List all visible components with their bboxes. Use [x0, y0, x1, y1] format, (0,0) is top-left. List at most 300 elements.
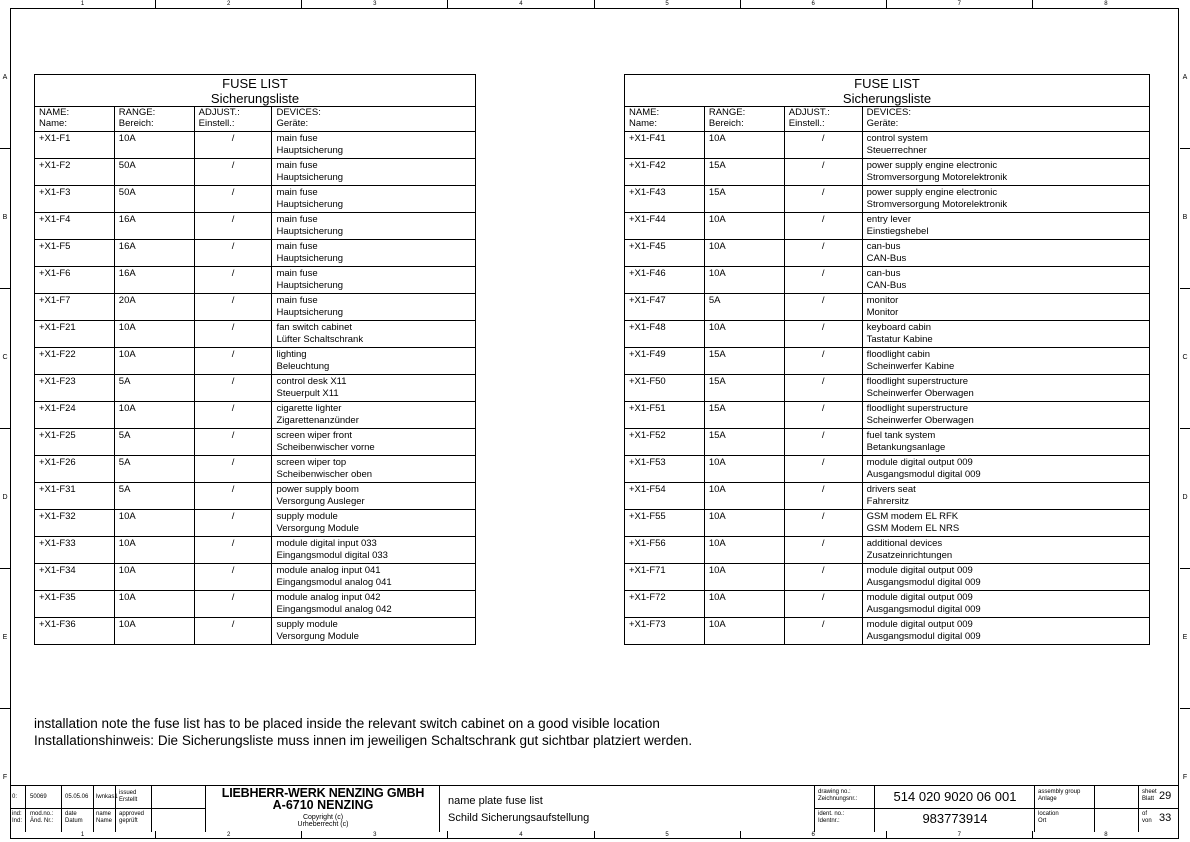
fuse-devices-cell [862, 537, 1149, 564]
device-en: can-bus [866, 268, 901, 279]
device-de: Ausgangsmodul digital 009 [866, 631, 981, 642]
grid-column-label: 4 [448, 831, 594, 839]
fuse-adjust-cell: / [784, 618, 862, 645]
fuse-name-cell: +X1-F3 [35, 186, 115, 213]
fuse-adjust-cell: / [194, 483, 272, 510]
fuse-range-cell: 10A [704, 618, 784, 645]
modno-column: 50069 mod.no.: Änd. Nr.: [26, 786, 62, 832]
fuse-range-cell: 10A [704, 267, 784, 294]
fuse-range-cell: 15A [704, 429, 784, 456]
fuse-adjust-cell: / [784, 159, 862, 186]
table-row [625, 267, 1150, 294]
fuse-name-cell: +X1-F73 [625, 618, 705, 645]
device-de: Hauptsicherung [276, 280, 344, 291]
fuse-name-cell: +X1-F43 [625, 186, 705, 213]
grid-column-label: 2 [156, 0, 302, 8]
grid-row-label: C [1182, 354, 1188, 361]
grid-column-label: 7 [887, 0, 1033, 8]
grid-row-label: F [1182, 774, 1188, 781]
grid-row-divider [0, 708, 10, 709]
table-title-en: FUSE LIST [854, 76, 920, 91]
fuse-range-cell: 50A [114, 186, 194, 213]
table-row [625, 564, 1150, 591]
fuse-name-cell: +X1-F7 [35, 294, 115, 321]
fuse-name-cell: +X1-F44 [625, 213, 705, 240]
fuse-name-cell: +X1-F25 [35, 429, 115, 456]
fuse-devices-cell [272, 213, 476, 240]
fuse-adjust-cell: / [194, 186, 272, 213]
fuse-range-cell: 5A [114, 483, 194, 510]
grid-row-label: D [2, 494, 8, 501]
fuse-adjust-cell: / [194, 591, 272, 618]
device-de: Steuerrechner [866, 145, 927, 156]
fuse-range-cell: 10A [704, 321, 784, 348]
fuse-name-cell: +X1-F4 [35, 213, 115, 240]
fuse-name-cell: +X1-F52 [625, 429, 705, 456]
device-de: Beleuchtung [276, 361, 330, 372]
device-de: Zusatzeinrichtungen [866, 550, 953, 561]
device-en: control system [866, 133, 928, 144]
grid-column-label: 3 [302, 0, 448, 8]
fuse-range-cell: 15A [704, 186, 784, 213]
table-row [625, 321, 1150, 348]
rev-column: 0: ind: Ind: [10, 786, 26, 832]
fuse-name-cell: +X1-F55 [625, 510, 705, 537]
device-en: main fuse [276, 241, 318, 252]
grid-column-label: 2 [156, 831, 302, 839]
fuse-range-cell: 5A [704, 294, 784, 321]
table-row [35, 240, 476, 267]
fuse-name-cell: +X1-F33 [35, 537, 115, 564]
fuse-devices-cell [272, 294, 476, 321]
grid-row-label: D [1182, 494, 1188, 501]
grid-row-divider [1180, 288, 1190, 289]
table-title-de: Sicherungsliste [842, 91, 932, 106]
signature-column [152, 786, 206, 832]
device-en: module digital output 009 [866, 592, 973, 603]
drawing-title-block [440, 786, 815, 832]
grid-row-divider [1180, 148, 1190, 149]
table-row [625, 294, 1150, 321]
device-en: module analog input 041 [276, 565, 381, 576]
device-en: main fuse [276, 133, 318, 144]
fuse-adjust-cell: / [784, 564, 862, 591]
device-en: power supply engine electronic [866, 187, 998, 198]
fuse-devices-cell [272, 186, 476, 213]
device-en: power supply engine electronic [866, 160, 998, 171]
fuse-devices-cell [272, 537, 476, 564]
grid-row-label: C [2, 354, 8, 361]
drawing-number: 514 020 9020 06 001 [893, 789, 1017, 804]
table-row [35, 591, 476, 618]
device-en: monitor [866, 295, 899, 306]
fuse-adjust-cell: / [784, 483, 862, 510]
device-de: Hauptsicherung [276, 253, 344, 264]
header-devices: DEVICES: Geräte: [272, 107, 476, 132]
device-en: module digital output 009 [866, 457, 973, 468]
fuse-adjust-cell: / [194, 321, 272, 348]
ident-number: 983773914 [922, 811, 988, 826]
fuse-devices-cell [272, 348, 476, 375]
device-de: Versorgung Module [276, 631, 359, 642]
device-de: Versorgung Ausleger [276, 496, 365, 507]
fuse-adjust-cell: / [194, 429, 272, 456]
device-de: Eingangsmodul analog 042 [276, 604, 392, 615]
fuse-name-cell: +X1-F45 [625, 240, 705, 267]
grid-row-divider [1180, 428, 1190, 429]
header-range: RANGE: Bereich: [114, 107, 194, 132]
name-column: lwnkas1 name Name [94, 786, 116, 832]
grid-column-label: 5 [595, 0, 741, 8]
fuse-range-cell: 10A [704, 564, 784, 591]
grid-row-label: E [1182, 634, 1188, 641]
fuse-adjust-cell: / [194, 159, 272, 186]
grid-row-divider [0, 428, 10, 429]
header-name: NAME: Name: [35, 107, 115, 132]
fuse-devices-cell [272, 456, 476, 483]
fuse-devices-cell [272, 240, 476, 267]
fuse-range-cell: 20A [114, 294, 194, 321]
fuse-name-cell: +X1-F34 [35, 564, 115, 591]
device-de: Ausgangsmodul digital 009 [866, 469, 981, 480]
fuse-range-cell: 10A [114, 537, 194, 564]
fuse-name-cell: +X1-F22 [35, 348, 115, 375]
grid-column-label: 3 [302, 831, 448, 839]
grid-row-label: E [2, 634, 8, 641]
device-en: supply module [276, 511, 338, 522]
device-en: entry lever [866, 214, 911, 225]
fuse-range-cell: 15A [704, 159, 784, 186]
device-de: Stromversorgung Motorelektronik [866, 199, 1008, 210]
fuse-adjust-cell: / [784, 510, 862, 537]
fuse-adjust-cell: / [784, 213, 862, 240]
fuse-adjust-cell: / [194, 132, 272, 159]
fuse-range-cell: 5A [114, 456, 194, 483]
device-en: control desk X11 [276, 376, 347, 387]
device-en: floodlight cabin [866, 349, 931, 360]
table-row [35, 537, 476, 564]
fuse-devices-cell [862, 159, 1149, 186]
fuse-range-cell: 10A [704, 537, 784, 564]
fuse-adjust-cell: / [784, 348, 862, 375]
table-row [625, 591, 1150, 618]
device-de: Scheinwerfer Oberwagen [866, 388, 974, 399]
device-de: Hauptsicherung [276, 199, 344, 210]
device-de: Hauptsicherung [276, 226, 344, 237]
header-name: NAME: Name: [625, 107, 705, 132]
fuse-name-cell: +X1-F2 [35, 159, 115, 186]
fuse-range-cell: 15A [704, 402, 784, 429]
device-en: lighting [276, 349, 307, 360]
fuse-devices-cell [862, 456, 1149, 483]
grid-column-label: 1 [10, 0, 156, 8]
fuse-name-cell: +X1-F48 [625, 321, 705, 348]
table-row [35, 132, 476, 159]
fuse-devices-cell [272, 618, 476, 645]
device-de: Scheibenwischer vorne [276, 442, 375, 453]
fuse-devices-cell [862, 483, 1149, 510]
fuse-range-cell: 15A [704, 348, 784, 375]
fuse-name-cell: +X1-F72 [625, 591, 705, 618]
fuse-range-cell: 10A [114, 321, 194, 348]
fuse-range-cell: 10A [704, 132, 784, 159]
fuse-name-cell: +X1-F26 [35, 456, 115, 483]
table-row [35, 267, 476, 294]
fuse-name-cell: +X1-F42 [625, 159, 705, 186]
fuse-adjust-cell: / [194, 348, 272, 375]
fuse-adjust-cell: / [784, 240, 862, 267]
fuse-range-cell: 10A [114, 510, 194, 537]
table-row [625, 510, 1150, 537]
table-row [35, 348, 476, 375]
fuse-adjust-cell: / [784, 375, 862, 402]
fuse-name-cell: +X1-F21 [35, 321, 115, 348]
issued-column: issued Erstellt approved geprüft [116, 786, 152, 832]
bottom-column-grid [10, 831, 1179, 839]
table-row [625, 240, 1150, 267]
fuse-name-cell: +X1-F46 [625, 267, 705, 294]
device-en: floodlight superstructure [866, 376, 969, 387]
device-de: Betankungsanlage [866, 442, 946, 453]
device-de: Fahrersitz [866, 496, 909, 507]
device-en: supply module [276, 619, 338, 630]
fuse-devices-cell [272, 321, 476, 348]
fuse-range-cell: 10A [114, 402, 194, 429]
fuse-adjust-cell: / [194, 510, 272, 537]
fuse-adjust-cell: / [784, 402, 862, 429]
fuse-devices-cell [272, 510, 476, 537]
table-row [35, 213, 476, 240]
device-en: screen wiper front [276, 430, 352, 441]
device-de: Stromversorgung Motorelektronik [866, 172, 1008, 183]
fuse-devices-cell [862, 564, 1149, 591]
fuse-range-cell: 10A [704, 213, 784, 240]
fuse-name-cell: +X1-F51 [625, 402, 705, 429]
number-values [875, 786, 1035, 832]
installation-note-en: installation note the fuse list has to be placed inside the relevant switch cabinet on a good visible location [34, 716, 660, 731]
fuse-range-cell: 10A [114, 564, 194, 591]
fuse-devices-cell [862, 591, 1149, 618]
header-adjust: ADJUST.: Einstell.: [784, 107, 862, 132]
fuse-name-cell: +X1-F23 [35, 375, 115, 402]
device-en: keyboard cabin [866, 322, 932, 333]
table-row [35, 375, 476, 402]
grid-row-divider [0, 568, 10, 569]
fuse-name-cell: +X1-F49 [625, 348, 705, 375]
fuse-name-cell: +X1-F1 [35, 132, 115, 159]
grid-column-label: 8 [1104, 1, 1108, 7]
device-de: Steuerpult X11 [276, 388, 339, 399]
company-name: LIEBHERR-WERK NENZING GMBH [221, 786, 425, 800]
fuse-devices-cell [862, 213, 1149, 240]
fuse-range-cell: 10A [704, 240, 784, 267]
fuse-name-cell: +X1-F24 [35, 402, 115, 429]
fuse-adjust-cell: / [194, 213, 272, 240]
number-labels: drawing no.: Zeichnungsnr.: ident. no.: Identnr.: [815, 786, 875, 832]
device-de: Versorgung Module [276, 523, 359, 534]
fuse-devices-cell [862, 240, 1149, 267]
device-en: cigarette lighter [276, 403, 342, 414]
device-de: Hauptsicherung [276, 307, 344, 318]
fuse-adjust-cell: / [784, 294, 862, 321]
fuse-range-cell: 10A [114, 618, 194, 645]
fuse-range-cell: 5A [114, 429, 194, 456]
fuse-range-cell: 10A [114, 591, 194, 618]
device-de: Ausgangsmodul digital 009 [866, 577, 981, 588]
grid-row-divider [0, 288, 10, 289]
device-en: screen wiper top [276, 457, 347, 468]
fuse-adjust-cell: / [194, 537, 272, 564]
device-de: Eingangsmodul digital 033 [276, 550, 388, 561]
grid-row-divider [0, 148, 10, 149]
table-title [625, 75, 1150, 107]
fuse-devices-cell [272, 564, 476, 591]
table-row [625, 456, 1150, 483]
fuse-name-cell: +X1-F32 [35, 510, 115, 537]
table-row [625, 429, 1150, 456]
fuse-devices-cell [862, 348, 1149, 375]
device-de: Scheibenwischer oben [276, 469, 373, 480]
grid-row-label: A [1182, 74, 1188, 81]
device-en: module digital output 009 [866, 565, 973, 576]
header-devices: DEVICES: Geräte: [862, 107, 1149, 132]
device-en: power supply boom [276, 484, 359, 495]
device-de: Lüfter Schaltschrank [276, 334, 364, 345]
device-de: Monitor [866, 307, 899, 318]
fuse-adjust-cell: / [194, 456, 272, 483]
drawing-title-en: name plate fuse list [448, 795, 543, 807]
fuse-range-cell: 16A [114, 267, 194, 294]
company-block: LIEBHERR-WERK NENZING GMBH A-6710 NENZING Copyright (c) Urheberrecht (c) [206, 786, 440, 832]
device-en: main fuse [276, 187, 318, 198]
fuse-adjust-cell: / [784, 591, 862, 618]
header-range: RANGE: Bereich: [704, 107, 784, 132]
fuse-range-cell: 10A [114, 348, 194, 375]
author-name: lwnkas1 [96, 794, 118, 800]
fuse-range-cell: 16A [114, 213, 194, 240]
device-en: module digital input 033 [276, 538, 377, 549]
grid-row-divider [1180, 568, 1190, 569]
table-row [625, 348, 1150, 375]
fuse-devices-cell [862, 267, 1149, 294]
device-en: GSM modem EL RFK [866, 511, 959, 522]
fuse-range-cell: 16A [114, 240, 194, 267]
grid-column-label: 7 [887, 831, 1033, 839]
device-en: drivers seat [866, 484, 916, 495]
fuse-name-cell: +X1-F6 [35, 267, 115, 294]
fuse-range-cell: 10A [704, 510, 784, 537]
company-address: A-6710 NENZING [272, 798, 374, 812]
table-header-row [35, 107, 476, 132]
table-row [625, 186, 1150, 213]
fuse-name-cell: +X1-F50 [625, 375, 705, 402]
fuse-name-cell: +X1-F36 [35, 618, 115, 645]
fuse-devices-cell [272, 483, 476, 510]
table-row [625, 483, 1150, 510]
fuse-devices-cell [862, 618, 1149, 645]
sheet-block: sheet Blatt 29 of von 33 [1142, 789, 1172, 824]
table-row [625, 618, 1150, 645]
table-row [625, 375, 1150, 402]
table-row [35, 429, 476, 456]
device-en: module digital output 009 [866, 619, 973, 630]
table-row [35, 294, 476, 321]
title-block [10, 785, 1179, 832]
grid-column-label: 5 [595, 831, 741, 839]
mod-number: 50069 [30, 794, 47, 800]
device-en: main fuse [276, 268, 318, 279]
fuse-range-cell: 10A [114, 132, 194, 159]
table-row [35, 618, 476, 645]
fuse-range-cell: 10A [704, 483, 784, 510]
fuse-adjust-cell: / [194, 267, 272, 294]
table-row [35, 159, 476, 186]
fuse-adjust-cell: / [784, 267, 862, 294]
fuse-devices-cell [862, 510, 1149, 537]
device-de: Hauptsicherung [276, 145, 344, 156]
fuse-name-cell: +X1-F47 [625, 294, 705, 321]
fuse-devices-cell [272, 375, 476, 402]
fuse-list-table-right [624, 74, 1150, 645]
fuse-list-table-left [34, 74, 476, 645]
grid-row-label: F [2, 774, 8, 781]
device-en: module analog input 042 [276, 592, 381, 603]
fuse-name-cell: +X1-F56 [625, 537, 705, 564]
grid-column-label: 4 [448, 0, 594, 8]
grid-column-label: 1 [10, 831, 156, 839]
fuse-adjust-cell: / [194, 618, 272, 645]
device-en: main fuse [276, 295, 318, 306]
fuse-name-cell: +X1-F5 [35, 240, 115, 267]
fuse-devices-cell [862, 429, 1149, 456]
grid-column-label: 8 [1104, 832, 1108, 838]
device-de: Einstiegshebel [866, 226, 929, 237]
grid-row-divider [1180, 708, 1190, 709]
device-de: Zigarettenanzünder [276, 415, 359, 426]
device-en: main fuse [276, 214, 318, 225]
table-header-row [625, 107, 1150, 132]
grid-row-label: B [1182, 214, 1188, 221]
fuse-devices-cell [862, 132, 1149, 159]
fuse-adjust-cell: / [784, 132, 862, 159]
fuse-devices-cell [862, 375, 1149, 402]
fuse-devices-cell [862, 402, 1149, 429]
device-de: Eingangsmodul analog 041 [276, 577, 392, 588]
fuse-devices-cell [862, 321, 1149, 348]
grid-row-label: B [2, 214, 8, 221]
device-de: CAN-Bus [866, 280, 907, 291]
table-row [35, 456, 476, 483]
fuse-devices-cell [272, 402, 476, 429]
fuse-adjust-cell: / [784, 456, 862, 483]
fuse-devices-cell [272, 591, 476, 618]
fuse-adjust-cell: / [784, 537, 862, 564]
top-column-grid [10, 0, 1179, 9]
fuse-name-cell: +X1-F41 [625, 132, 705, 159]
fuse-devices-cell [272, 267, 476, 294]
issue-date: 05.05.06 [65, 794, 89, 800]
header-adjust: ADJUST.: Einstell.: [194, 107, 272, 132]
sheet-number: 29 [1159, 790, 1172, 802]
group-labels: assembly group Anlage location Ort [1035, 786, 1095, 832]
device-de: Hauptsicherung [276, 172, 344, 183]
fuse-devices-cell [272, 429, 476, 456]
table-title-de: Sicherungsliste [210, 91, 300, 106]
grid-row-label: A [2, 74, 8, 81]
device-de: CAN-Bus [866, 253, 907, 264]
device-de: Ausgangsmodul digital 009 [866, 604, 981, 615]
group-values [1095, 786, 1139, 832]
